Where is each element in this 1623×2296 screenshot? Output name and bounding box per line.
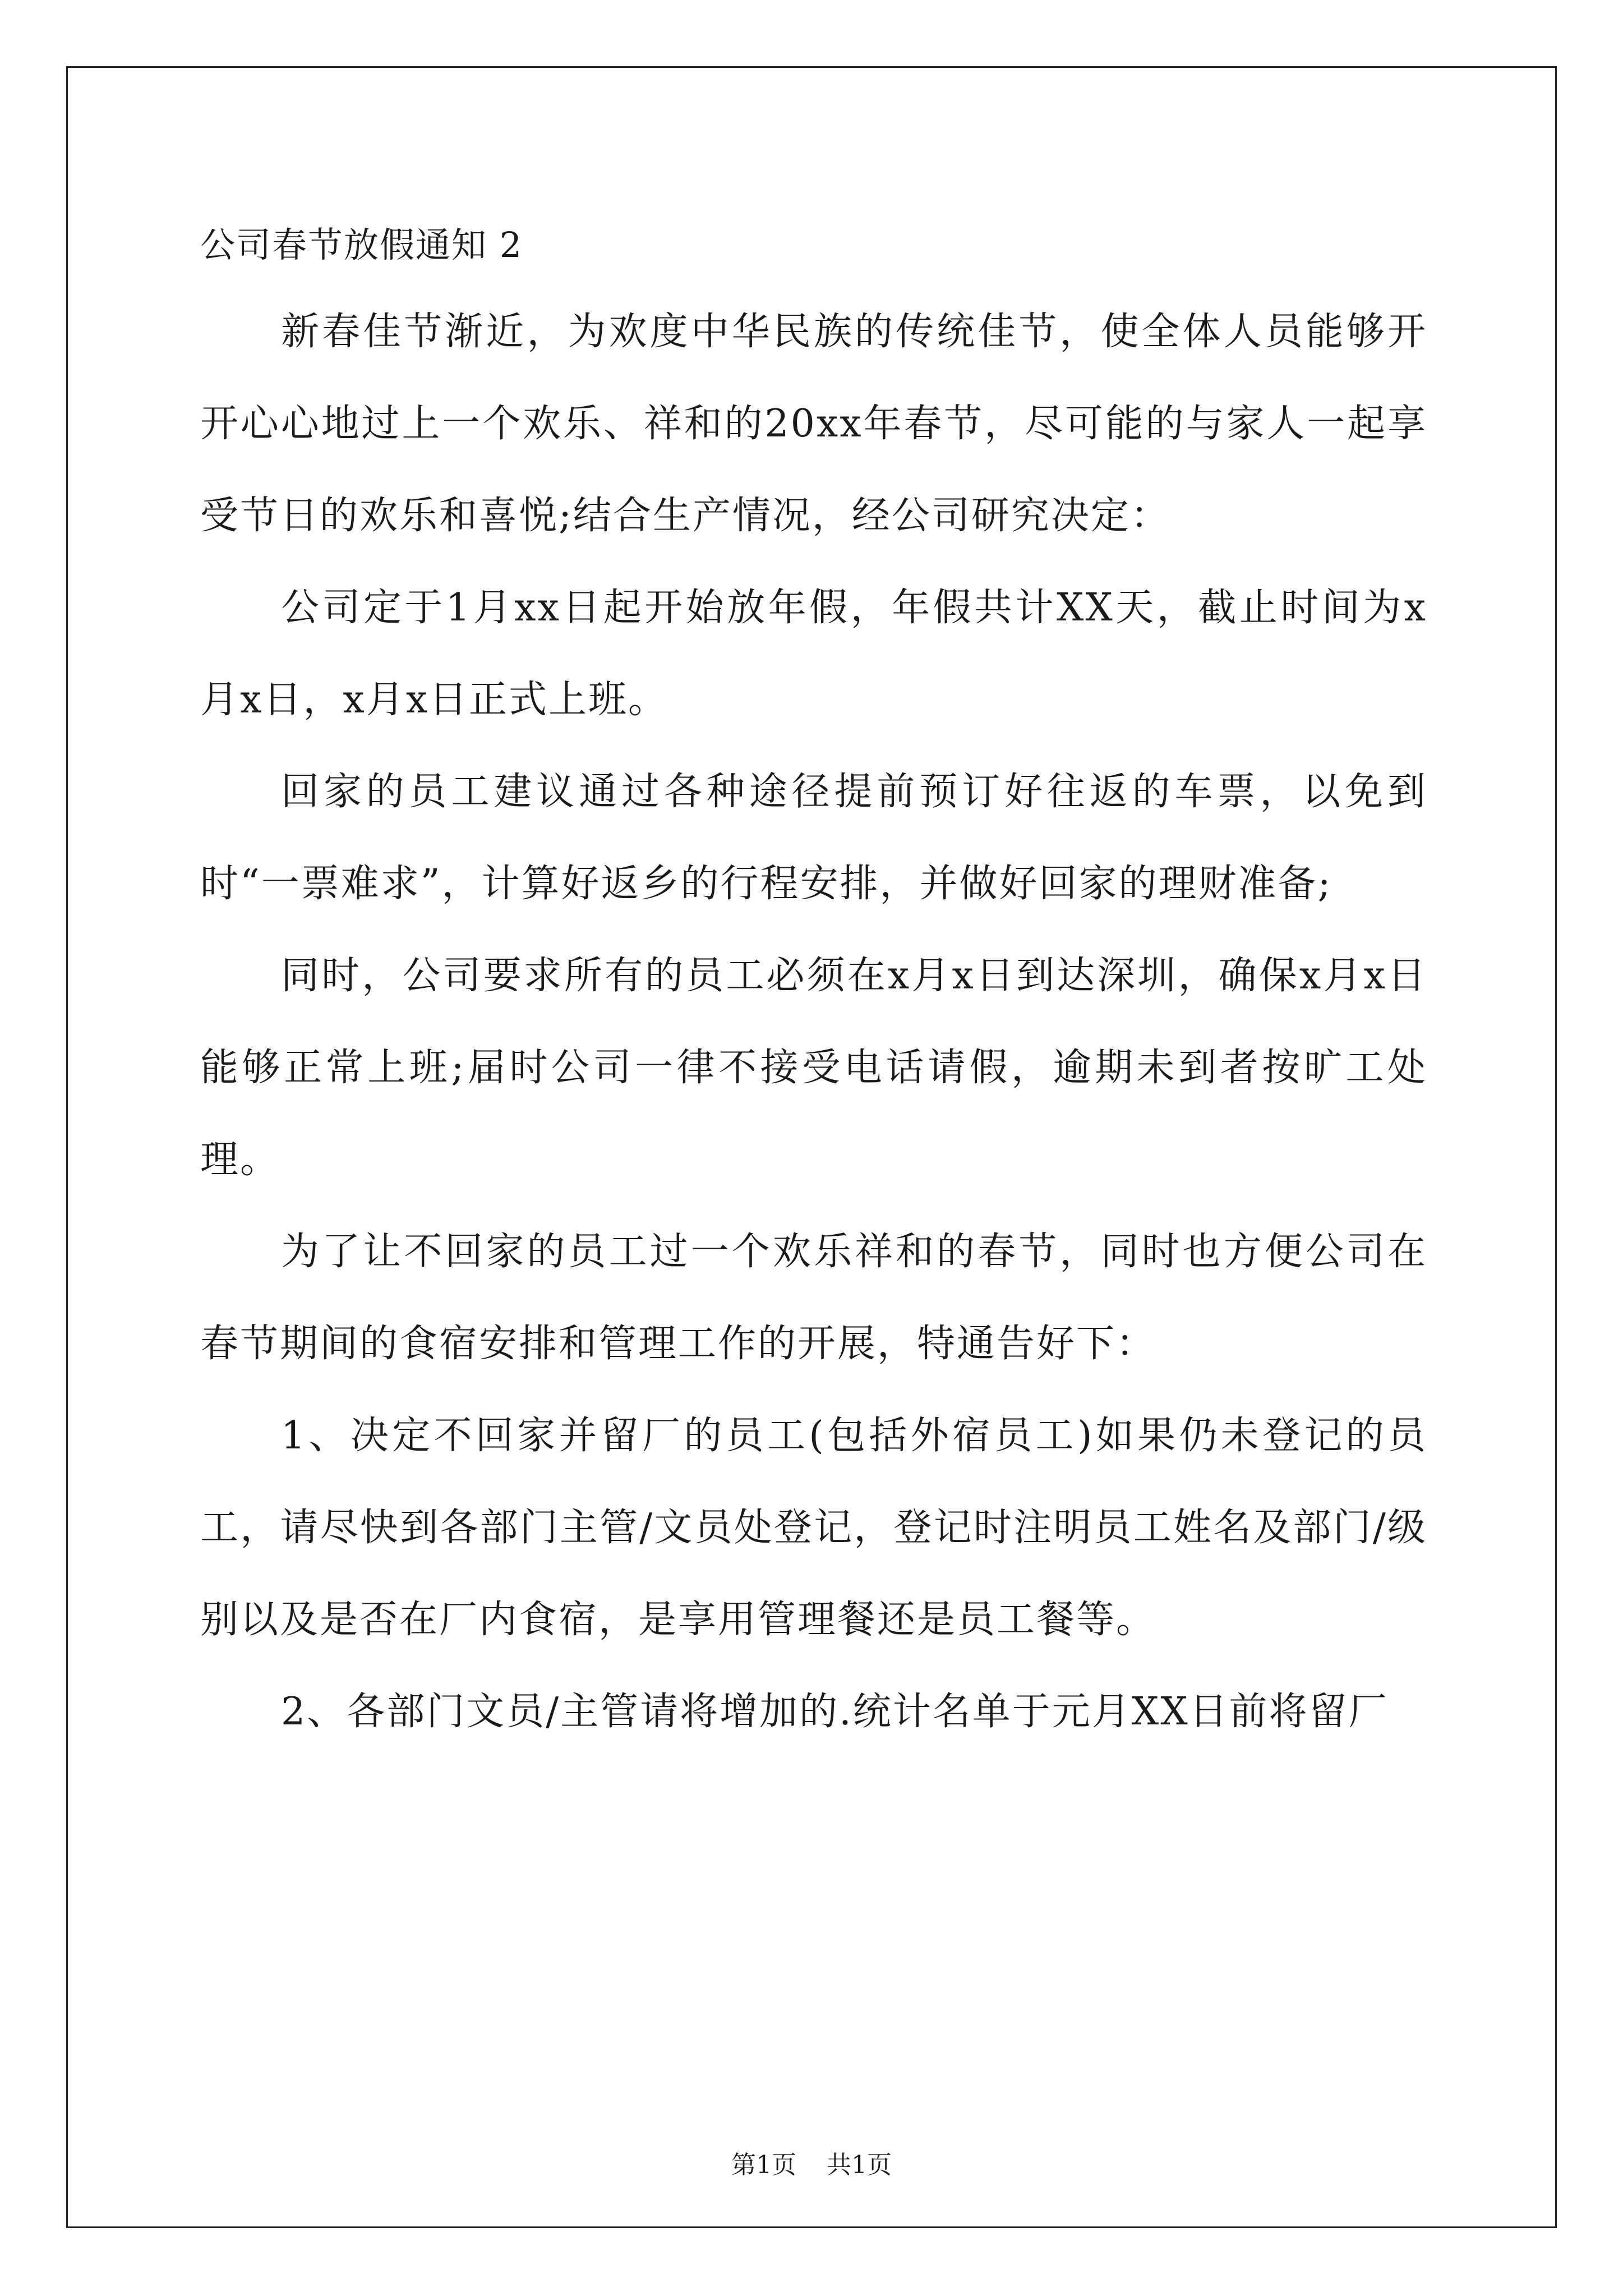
document-title: 公司春节放假通知 2: [200, 224, 523, 265]
paragraph-item-1: 1、决定不回家并留厂的员工(包括外宿员工)如果仍未登记的员工，请尽快到各部门主管/文员处登记，登记时注明员工姓名及部门/级别以及是否在厂内食宿，是享用管理餐还是员工餐等。: [200, 1414, 1427, 1642]
paragraph-tickets: 回家的员工建议通过各种途径提前预订好往返的车票，以免到时“一票难求”，计算好返乡的行程安排，并做好回家的理财准备;: [200, 770, 1427, 906]
paragraph-intro: 新春佳节渐近，为欢度中华民族的传统佳节，使全体人员能够开开心心地过上一个欢乐、祥和的20xx年春节，尽可能的与家人一起享受节日的欢乐和喜悦;结合生产情况，经公司研究决定：: [200, 310, 1427, 538]
document-body: [200, 286, 1427, 1758]
paragraph-return: 同时，公司要求所有的员工必须在x月x日到达深圳，确保x月x日能够正常上班;届时公司一律不接受电话请假，逾期未到者按旷工处理。: [200, 954, 1427, 1182]
page-number: 第1页: [731, 2151, 796, 2179]
paragraph-holiday-dates: 公司定于1月xx日起开始放年假，年假共计XX天，截止时间为x月x日，x月x日正式上班。: [200, 586, 1427, 722]
paragraph-item-2: 2、各部门文员/主管请将增加的.统计名单于元月XX日前将留厂: [281, 1690, 1389, 1734]
page-footer: [0, 2148, 1623, 2182]
paragraph-staying-staff: 为了让不回家的员工过一个欢乐祥和的春节，同时也方便公司在春节期间的食宿安排和管理工作的开展，特通告好下：: [200, 1230, 1427, 1366]
page-total: 共1页: [827, 2151, 892, 2179]
